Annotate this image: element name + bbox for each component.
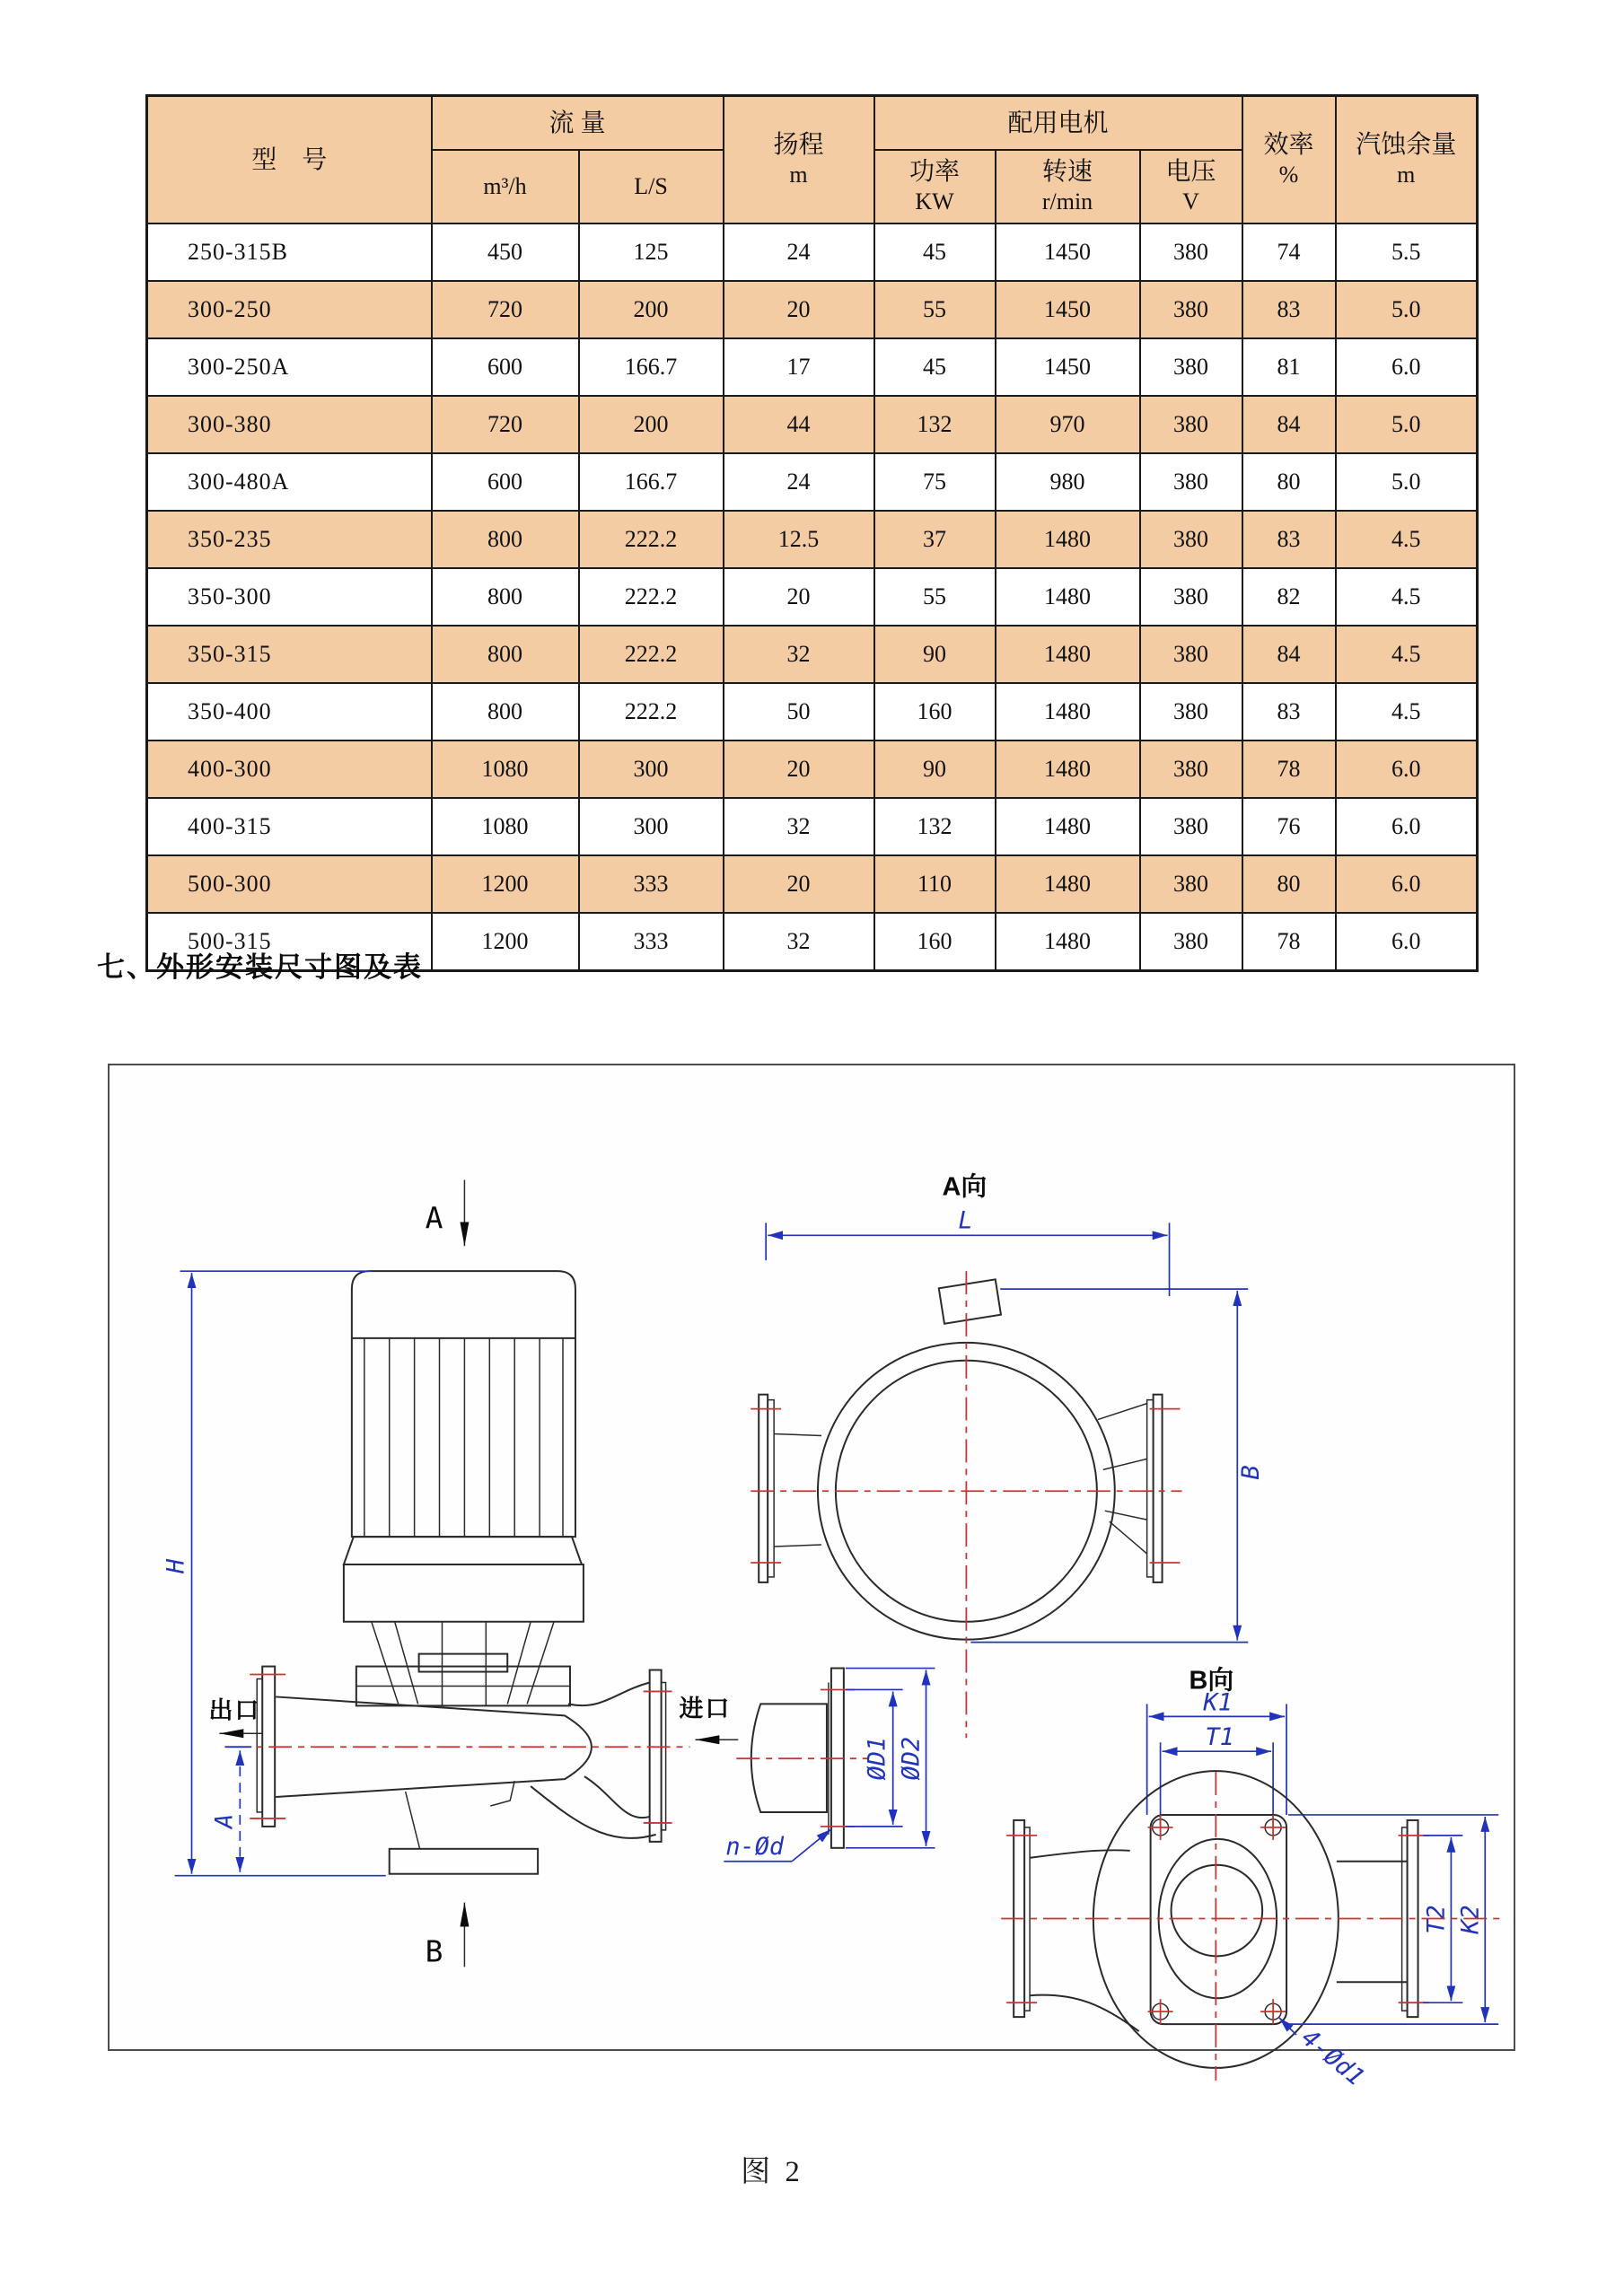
value-cell: 45	[874, 338, 996, 396]
col-header-ls: L/S	[579, 150, 724, 223]
dim-4d1-label: 4-Ød1	[1295, 2023, 1370, 2092]
value-cell: 24	[724, 223, 874, 281]
value-cell: 6.0	[1336, 741, 1478, 798]
value-cell: 1200	[432, 855, 579, 913]
header-unit: m	[789, 162, 808, 188]
model-cell: 400-300	[147, 741, 432, 798]
value-cell: 1450	[996, 338, 1140, 396]
pump-spec-table	[145, 94, 1479, 972]
value-cell: 50	[724, 683, 874, 741]
value-cell: 55	[874, 568, 996, 626]
dim-k2-label: K2	[1456, 1905, 1485, 1934]
value-cell: 160	[874, 683, 996, 741]
value-cell: 5.0	[1336, 396, 1478, 453]
value-cell: 380	[1140, 855, 1242, 913]
dim-b-label: B	[1237, 1465, 1266, 1480]
col-header-head	[724, 96, 874, 224]
header-label: 汽蚀余量	[1356, 131, 1457, 160]
value-cell: 380	[1140, 223, 1242, 281]
model-cell: 500-300	[147, 855, 432, 913]
value-cell: 84	[1242, 396, 1336, 453]
value-cell: 90	[874, 626, 996, 683]
value-cell: 166.7	[579, 338, 724, 396]
value-cell: 132	[874, 798, 996, 855]
model-cell: 300-250A	[147, 338, 432, 396]
table-row	[147, 453, 1478, 511]
value-cell: 110	[874, 855, 996, 913]
value-cell: 76	[1242, 798, 1336, 855]
table-row	[147, 568, 1478, 626]
model-cell: 300-480A	[147, 453, 432, 511]
outlet-label: 出口	[208, 1696, 261, 1724]
flange-detail	[724, 1669, 935, 1862]
col-header-flow: 流 量	[432, 96, 724, 151]
table-row	[147, 511, 1478, 568]
model-cell: 350-400	[147, 683, 432, 741]
table-row	[147, 855, 1478, 913]
value-cell: 160	[874, 913, 996, 971]
value-cell: 380	[1140, 338, 1242, 396]
view-a-label: A向	[942, 1172, 988, 1202]
value-cell: 380	[1140, 798, 1242, 855]
value-cell: 1200	[432, 913, 579, 971]
header-label: 转速	[1042, 158, 1093, 187]
table-row	[147, 798, 1478, 855]
value-cell: 380	[1140, 511, 1242, 568]
value-cell: 6.0	[1336, 855, 1478, 913]
value-cell: 80	[1242, 453, 1336, 511]
value-cell: 83	[1242, 683, 1336, 741]
drawing-frame	[108, 1064, 1515, 2092]
dim-nd-leader	[792, 1829, 831, 1862]
header-label: 扬程	[773, 131, 824, 160]
table-row	[147, 223, 1478, 281]
value-cell: 4.5	[1336, 568, 1478, 626]
value-cell: 1480	[996, 798, 1140, 855]
header-unit: V	[1182, 188, 1199, 215]
dim-l-label: L	[958, 1206, 973, 1235]
col-header-npsh	[1336, 96, 1478, 224]
dim-d2-label: ØD2	[897, 1736, 926, 1781]
value-cell: 5.0	[1336, 453, 1478, 511]
col-header-speed	[996, 150, 1140, 223]
value-cell: 800	[432, 568, 579, 626]
value-cell: 380	[1140, 683, 1242, 741]
spec-table-body	[147, 223, 1478, 971]
header-unit: %	[1278, 162, 1299, 188]
view-b-label: B向	[1189, 1666, 1234, 1696]
value-cell: 380	[1140, 453, 1242, 511]
col-header-voltage	[1140, 150, 1242, 223]
model-cell: 500-315	[147, 913, 432, 971]
value-cell: 84	[1242, 626, 1336, 683]
section-b-label: B	[425, 1933, 443, 1969]
table-row	[147, 741, 1478, 798]
value-cell: 45	[874, 223, 996, 281]
value-cell: 166.7	[579, 453, 724, 511]
value-cell: 12.5	[724, 511, 874, 568]
value-cell: 5.0	[1336, 281, 1478, 338]
dim-d1-label: ØD1	[863, 1736, 891, 1781]
value-cell: 125	[579, 223, 724, 281]
value-cell: 380	[1140, 281, 1242, 338]
header-label: 电压	[1165, 158, 1216, 187]
value-cell: 1450	[996, 223, 1140, 281]
value-cell: 200	[579, 396, 724, 453]
front-view	[162, 1180, 739, 1969]
col-header-efficiency	[1242, 96, 1336, 224]
value-cell: 980	[996, 453, 1140, 511]
value-cell: 82	[1242, 568, 1336, 626]
value-cell: 20	[724, 281, 874, 338]
value-cell: 81	[1242, 338, 1336, 396]
value-cell: 600	[432, 338, 579, 396]
header-label: 功率	[909, 158, 961, 187]
value-cell: 20	[724, 741, 874, 798]
value-cell: 55	[874, 281, 996, 338]
model-cell: 400-315	[147, 798, 432, 855]
value-cell: 800	[432, 683, 579, 741]
motor-ribs	[364, 1338, 563, 1537]
value-cell: 222.2	[579, 626, 724, 683]
value-cell: 32	[724, 913, 874, 971]
value-cell: 83	[1242, 281, 1336, 338]
table-row	[147, 281, 1478, 338]
value-cell: 44	[724, 396, 874, 453]
value-cell: 32	[724, 626, 874, 683]
header-label: 效率	[1263, 131, 1314, 160]
model-cell: 350-300	[147, 568, 432, 626]
inlet-flange	[650, 1670, 662, 1842]
model-cell: 350-315	[147, 626, 432, 683]
value-cell: 1480	[996, 626, 1140, 683]
table-row	[147, 683, 1478, 741]
col-header-motor: 配用电机	[874, 96, 1242, 151]
value-cell: 6.0	[1336, 798, 1478, 855]
value-cell: 720	[432, 396, 579, 453]
value-cell: 83	[1242, 511, 1336, 568]
col-header-model: 型 号	[147, 96, 432, 224]
value-cell: 600	[432, 453, 579, 511]
mounting-plate	[1151, 1815, 1286, 2024]
value-cell: 6.0	[1336, 338, 1478, 396]
value-cell: 78	[1242, 913, 1336, 971]
value-cell: 380	[1140, 568, 1242, 626]
figure-caption: 图 2	[741, 2156, 803, 2188]
value-cell: 32	[724, 798, 874, 855]
value-cell: 4.5	[1336, 626, 1478, 683]
model-cell: 250-315B	[147, 223, 432, 281]
section-heading: 七、外形安装尺寸图及表	[97, 951, 423, 983]
value-cell: 75	[874, 453, 996, 511]
header-unit: KW	[915, 188, 954, 215]
value-cell: 132	[874, 396, 996, 453]
value-cell: 20	[724, 855, 874, 913]
dim-nd-label: n-Ød	[725, 1832, 785, 1861]
value-cell: 222.2	[579, 683, 724, 741]
value-cell: 37	[874, 511, 996, 568]
value-cell: 380	[1140, 626, 1242, 683]
value-cell: 300	[579, 741, 724, 798]
value-cell: 333	[579, 855, 724, 913]
value-cell: 720	[432, 281, 579, 338]
value-cell: 4.5	[1336, 683, 1478, 741]
value-cell: 450	[432, 223, 579, 281]
value-cell: 1480	[996, 568, 1140, 626]
dim-4d1-leader	[1279, 2018, 1296, 2035]
value-cell: 1480	[996, 741, 1140, 798]
value-cell: 380	[1140, 741, 1242, 798]
value-cell: 4.5	[1336, 511, 1478, 568]
dim-t1-label: T1	[1205, 1723, 1234, 1752]
view-a	[751, 1172, 1265, 1738]
table-header	[147, 96, 1478, 224]
pump-dimension-drawing	[110, 1065, 1514, 2092]
value-cell: 1080	[432, 741, 579, 798]
value-cell: 80	[1242, 855, 1336, 913]
value-cell: 1480	[996, 913, 1140, 971]
value-cell: 222.2	[579, 568, 724, 626]
view-b	[1001, 1666, 1505, 2091]
dim-t2-label: T2	[1422, 1905, 1451, 1934]
value-cell: 1080	[432, 798, 579, 855]
col-header-power	[874, 150, 996, 223]
col-header-m3h: m³/h	[432, 150, 579, 223]
value-cell: 24	[724, 453, 874, 511]
header-unit: m	[1397, 162, 1416, 188]
value-cell: 1480	[996, 855, 1140, 913]
value-cell: 800	[432, 511, 579, 568]
value-cell: 78	[1242, 741, 1336, 798]
bolt-holes	[1148, 1815, 1286, 2024]
dim-a-label: A	[210, 1813, 239, 1829]
inlet-label: 进口	[679, 1695, 732, 1722]
value-cell: 74	[1242, 223, 1336, 281]
table-row	[147, 626, 1478, 683]
value-cell: 1450	[996, 281, 1140, 338]
value-cell: 222.2	[579, 511, 724, 568]
value-cell: 333	[579, 913, 724, 971]
value-cell: 800	[432, 626, 579, 683]
value-cell: 90	[874, 741, 996, 798]
table-row	[147, 396, 1478, 453]
value-cell: 300	[579, 798, 724, 855]
dim-h-label: H	[162, 1558, 190, 1574]
value-cell: 380	[1140, 396, 1242, 453]
table-row	[147, 338, 1478, 396]
header-unit: r/min	[1041, 188, 1093, 215]
value-cell: 1480	[996, 683, 1140, 741]
value-cell: 5.5	[1336, 223, 1478, 281]
model-cell: 300-250	[147, 281, 432, 338]
value-cell: 1480	[996, 511, 1140, 568]
value-cell: 6.0	[1336, 913, 1478, 971]
value-cell: 20	[724, 568, 874, 626]
dim-k1-label: K1	[1203, 1688, 1233, 1717]
model-cell: 350-235	[147, 511, 432, 568]
value-cell: 200	[579, 281, 724, 338]
value-cell: 380	[1140, 913, 1242, 971]
value-cell: 970	[996, 396, 1140, 453]
section-a-label: A	[425, 1200, 443, 1236]
model-cell: 300-380	[147, 396, 432, 453]
value-cell: 17	[724, 338, 874, 396]
